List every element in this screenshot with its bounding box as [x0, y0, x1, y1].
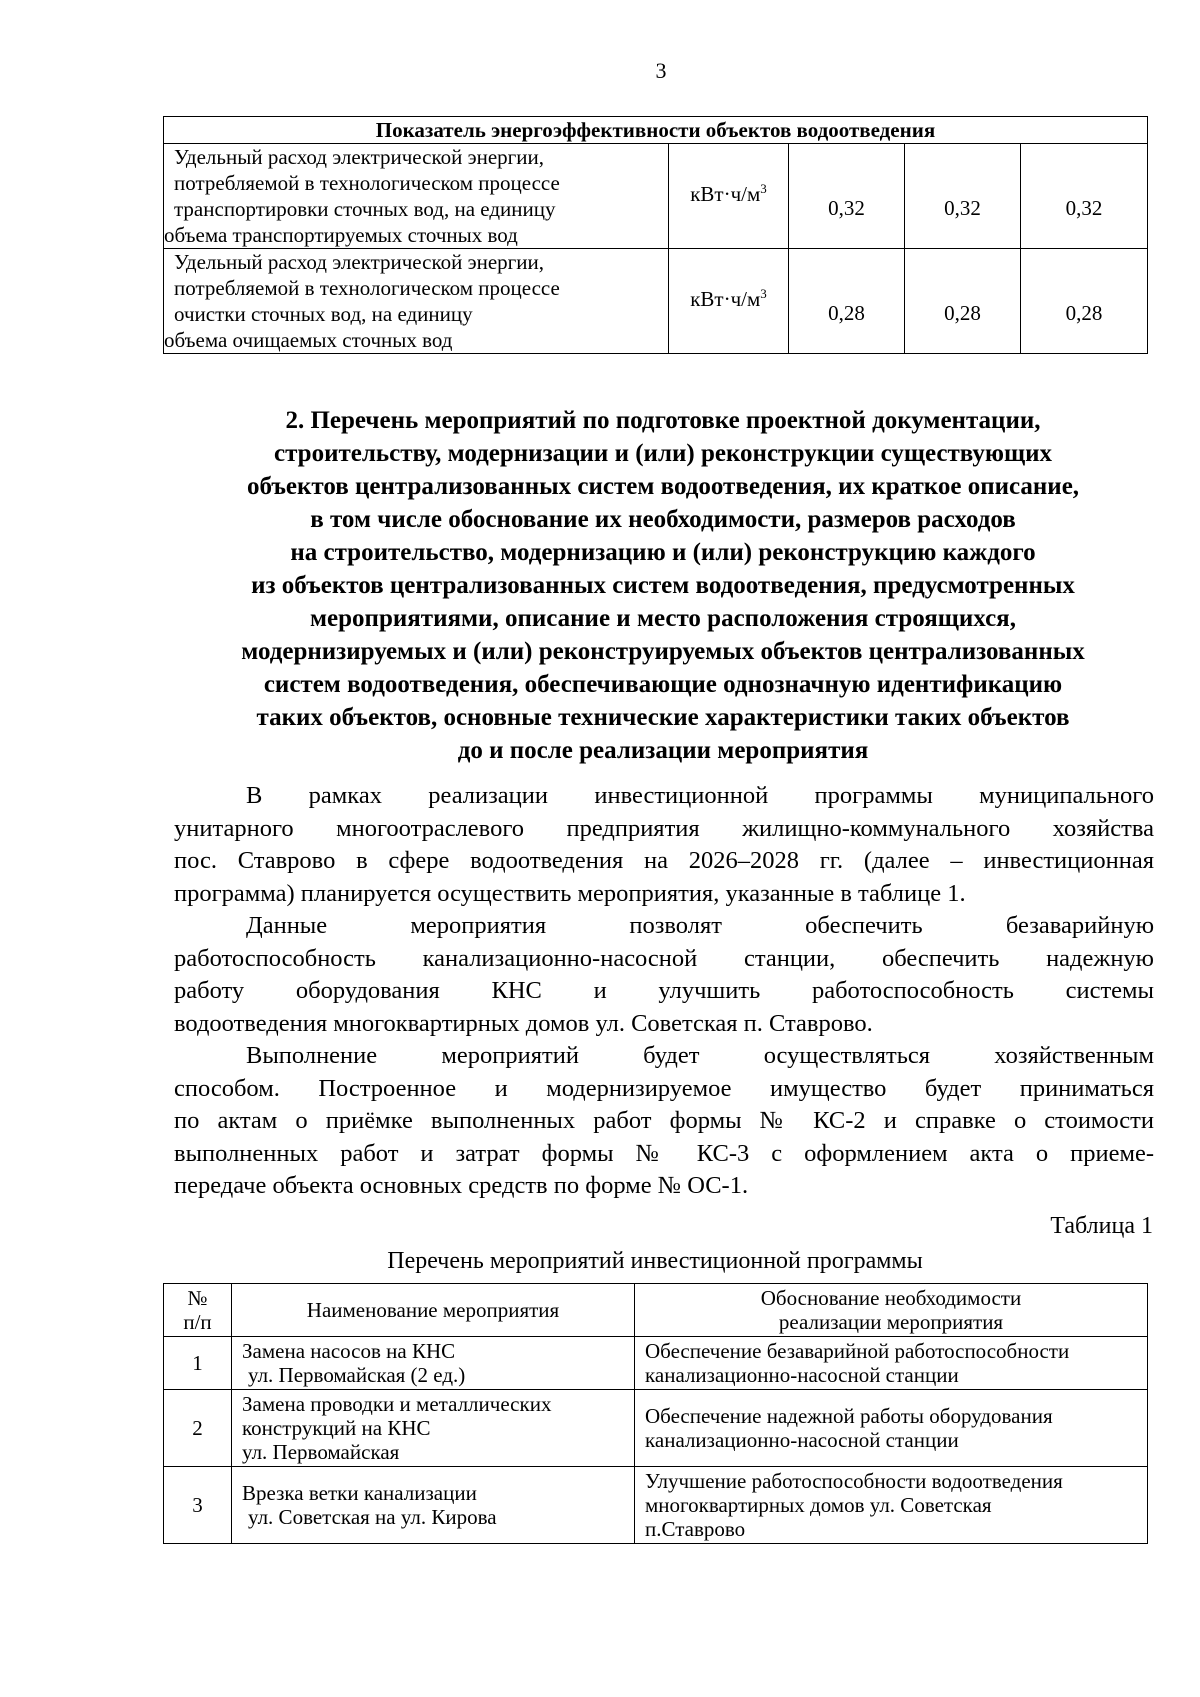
measure-name: Замена проводки и металлических конструкций на КНС ул. Первомайская: [232, 1390, 635, 1467]
measure-reason: Обеспечение надежной работы оборудования канализационно-насосной станции: [635, 1390, 1148, 1467]
column-header-name: Наименование мероприятия: [232, 1284, 635, 1337]
energy-table-header: Показатель энергоэффективности объектов водоотведения: [164, 117, 1148, 144]
table-row: [164, 144, 1148, 249]
column-header-reason: Обоснование необходимости реализации мероприятия: [635, 1284, 1148, 1337]
page-number: 3: [655, 58, 667, 83]
energy-row-value: 0,32: [789, 144, 905, 249]
table-caption-number: Таблица 1: [1050, 1213, 1153, 1239]
energy-efficiency-table: [163, 116, 1148, 354]
energy-row-description: Удельный расход электрической энергии, потребляемой в технологическом процессе очистки сточных вод, на единицу объема очищаемых сточных вод: [164, 249, 669, 354]
energy-row-unit: $кВт\cdot ч/м^3$: [669, 249, 789, 354]
measure-name: Замена насосов на КНС ул. Первомайская (2 ед.): [232, 1337, 635, 1390]
energy-row-description: Удельный расход электрической энергии, потребляемой в технологическом процессе транспортировки сточных вод, на единицу объема транспортируемых сточных вод: [164, 144, 669, 249]
table-header-row: [164, 1284, 1148, 1337]
table-row: [164, 1467, 1148, 1544]
section-heading: 2. Перечень мероприятий по подготовке проектной документации, строительству, модернизации и (или) реконструкции существующих объектов централизованных систем водоотведения, их краткое описание, в том числе обоснование их необходимости, размеров расходов на строительство, модернизацию и (или) реконструкцию каждого из объектов централизованных систем водоотведения, предусмотренных мероприятиями, описание и место расположения строящихся, модернизируемых и (или) реконструируемых объектов централизованных систем водоотведения, обеспечивающие однозначную идентификацию таких объектов, основные технические характеристики таких объектов до и после реализации мероприятия: [241, 407, 1085, 764]
paragraph: В рамках реализации инвестиционной программы муниципального унитарного многоотраслевого предприятия жилищно-коммунального хозяйства пос. Ставрово в сфере водоотведения на 2026–2028 гг. (далее – инвестиционная программа) планируется осуществить мероприятия, указанные в таблице 1.: [174, 782, 1154, 907]
energy-row-unit: $кВт\cdot ч/м^3$: [669, 144, 789, 249]
table-row: [164, 1337, 1148, 1390]
table-row: [164, 249, 1148, 354]
measure-reason: Обеспечение безаварийной работоспособности канализационно-насосной станции: [635, 1337, 1148, 1390]
body-text: [174, 780, 1154, 1203]
measures-table: [163, 1283, 1148, 1544]
row-number: 3: [164, 1467, 232, 1544]
paragraph: Данные мероприятия позволят обеспечить безаварийную работоспособность канализационно-насосной станции, обеспечить надежную работу оборудования КНС и улучшить работоспособность системы водоотведения многоквартирных домов ул. Советская п. Ставрово.: [174, 912, 1154, 1037]
measure-name: Врезка ветки канализации ул. Советская на ул. Кирова: [232, 1467, 635, 1544]
table-caption-title: Перечень мероприятий инвестиционной программы: [387, 1248, 923, 1274]
table-row: [164, 1390, 1148, 1467]
row-number: 1: [164, 1337, 232, 1390]
energy-row-value: 0,32: [905, 144, 1021, 249]
energy-row-value: 0,28: [1021, 249, 1148, 354]
row-number: 2: [164, 1390, 232, 1467]
paragraph: Выполнение мероприятий будет осуществляться хозяйственным способом. Построенное и модернизируемое имущество будет приниматься по актам о приёмке выполненных работ формы № КС-2 и справке о стоимости выполненных работ и затрат формы № КС-3 с оформлением акта о приеме- передаче объекта основных средств по форме № ОС-1.: [174, 1042, 1154, 1199]
measure-reason: Улучшение работоспособности водоотведения многоквартирных домов ул. Советская п.Ставрово: [635, 1467, 1148, 1544]
energy-row-value: 0,32: [1021, 144, 1148, 249]
energy-row-value: 0,28: [905, 249, 1021, 354]
energy-row-value: 0,28: [789, 249, 905, 354]
column-header-number: № п/п: [164, 1284, 232, 1337]
